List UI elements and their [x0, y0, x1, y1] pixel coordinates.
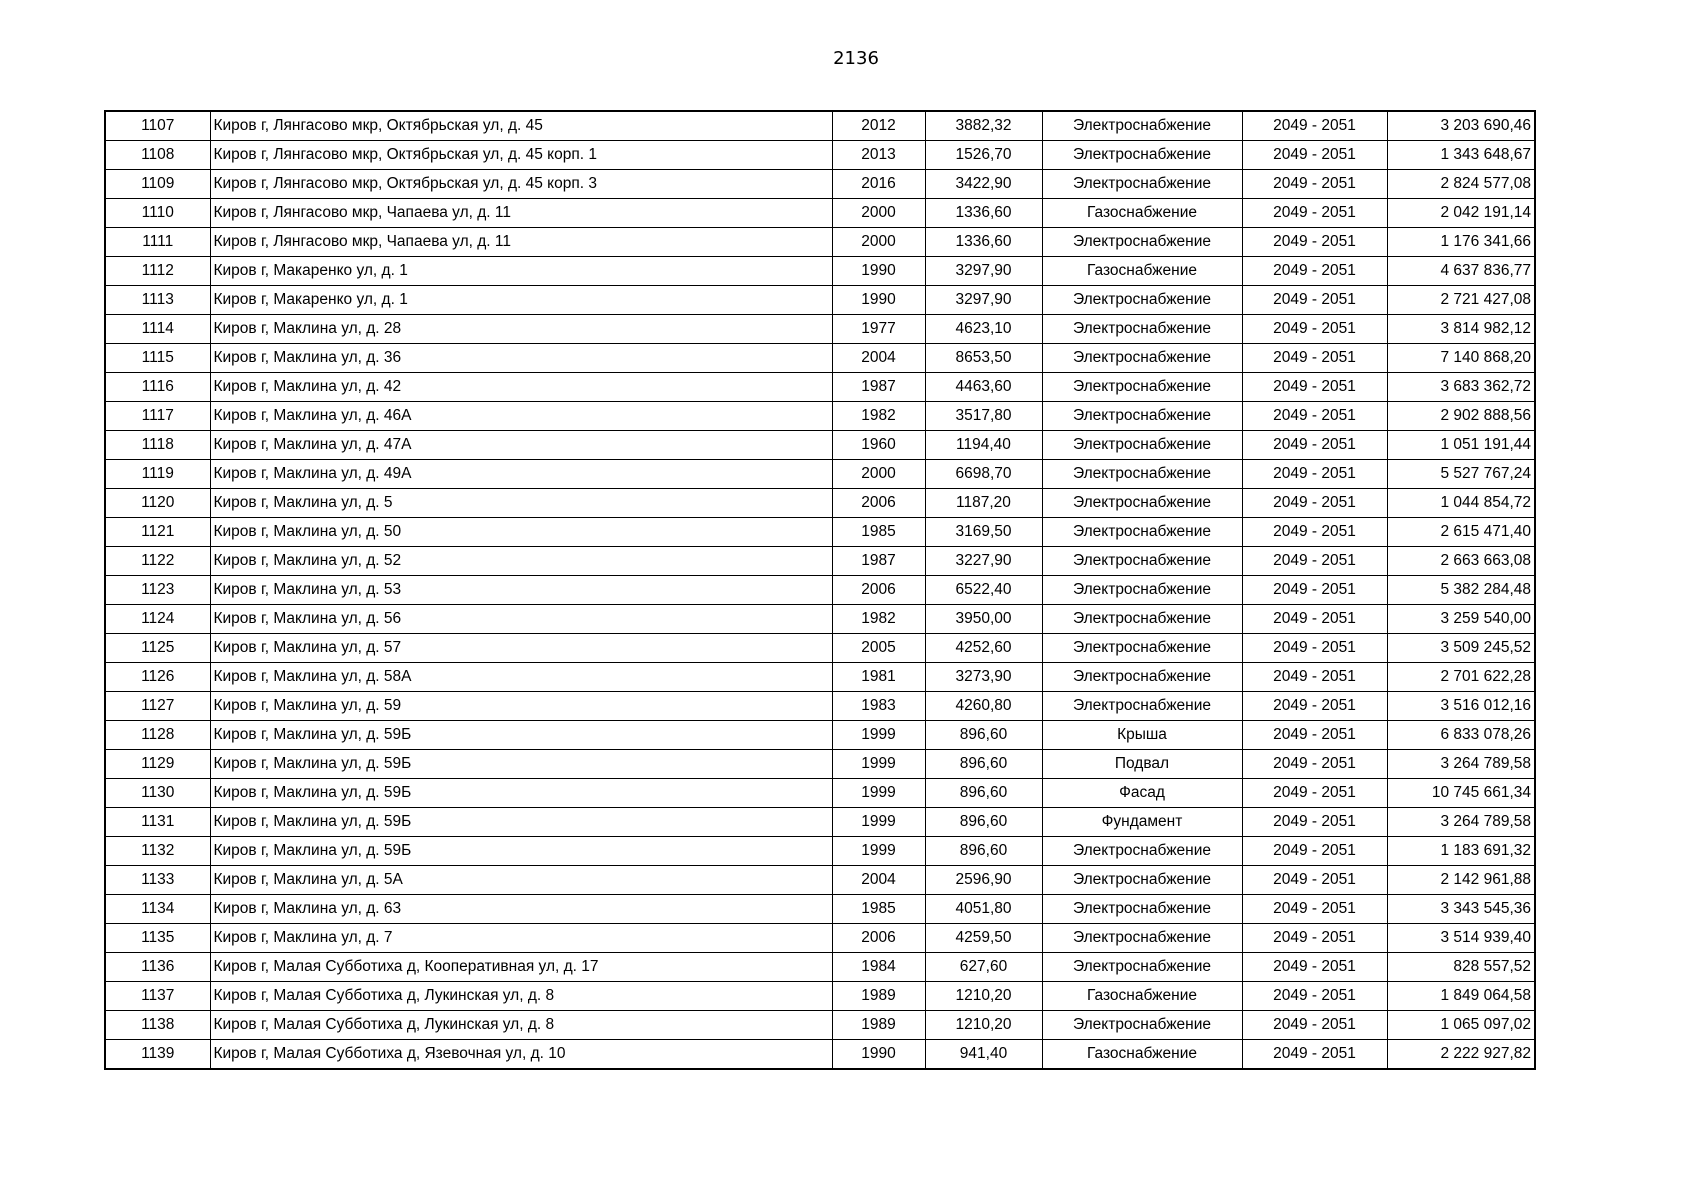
- table-row: [105, 721, 1535, 750]
- period-cell: 2049 - 2051: [1242, 344, 1387, 373]
- row-number-cell: 1131: [105, 808, 210, 837]
- cost-cell: 1 176 341,66: [1387, 228, 1535, 257]
- area-cell: 1526,70: [925, 141, 1042, 170]
- area-cell: 896,60: [925, 721, 1042, 750]
- area-cell: 627,60: [925, 953, 1042, 982]
- year-built-cell: 1987: [832, 373, 925, 402]
- table-row: [105, 547, 1535, 576]
- table-row: [105, 315, 1535, 344]
- year-built-cell: 1985: [832, 895, 925, 924]
- row-number-cell: 1137: [105, 982, 210, 1011]
- cost-cell: 3 264 789,58: [1387, 750, 1535, 779]
- row-number-cell: 1133: [105, 866, 210, 895]
- year-built-cell: 2012: [832, 111, 925, 141]
- period-cell: 2049 - 2051: [1242, 111, 1387, 141]
- area-cell: 4463,60: [925, 373, 1042, 402]
- address-cell: Киров г, Маклина ул, д. 63: [210, 895, 832, 924]
- row-number-cell: 1117: [105, 402, 210, 431]
- address-cell: Киров г, Маклина ул, д. 42: [210, 373, 832, 402]
- cost-cell: 2 663 663,08: [1387, 547, 1535, 576]
- work-type-cell: Подвал: [1042, 750, 1242, 779]
- table-row: [105, 895, 1535, 924]
- address-cell: Киров г, Маклина ул, д. 59Б: [210, 779, 832, 808]
- row-number-cell: 1113: [105, 286, 210, 315]
- area-cell: 3297,90: [925, 257, 1042, 286]
- address-cell: Киров г, Лянгасово мкр, Октябрьская ул, д. 45: [210, 111, 832, 141]
- cost-cell: 3 259 540,00: [1387, 605, 1535, 634]
- year-built-cell: 2004: [832, 866, 925, 895]
- year-built-cell: 1999: [832, 837, 925, 866]
- area-cell: 3169,50: [925, 518, 1042, 547]
- period-cell: 2049 - 2051: [1242, 634, 1387, 663]
- table-row: [105, 837, 1535, 866]
- cost-cell: 3 509 245,52: [1387, 634, 1535, 663]
- area-cell: 1210,20: [925, 1011, 1042, 1040]
- address-cell: Киров г, Маклина ул, д. 50: [210, 518, 832, 547]
- year-built-cell: 1983: [832, 692, 925, 721]
- year-built-cell: 1989: [832, 1011, 925, 1040]
- address-cell: Киров г, Маклина ул, д. 56: [210, 605, 832, 634]
- address-cell: Киров г, Маклина ул, д. 52: [210, 547, 832, 576]
- address-cell: Киров г, Малая Субботиха д, Лукинская ул, д. 8: [210, 1011, 832, 1040]
- work-type-cell: Фасад: [1042, 779, 1242, 808]
- year-built-cell: 1990: [832, 1040, 925, 1070]
- area-cell: 1210,20: [925, 982, 1042, 1011]
- period-cell: 2049 - 2051: [1242, 953, 1387, 982]
- work-type-cell: Электроснабжение: [1042, 315, 1242, 344]
- row-number-cell: 1127: [105, 692, 210, 721]
- cost-cell: 2 721 427,08: [1387, 286, 1535, 315]
- address-cell: Киров г, Лянгасово мкр, Октябрьская ул, д. 45 корп. 3: [210, 170, 832, 199]
- period-cell: 2049 - 2051: [1242, 141, 1387, 170]
- cost-cell: 3 343 545,36: [1387, 895, 1535, 924]
- cost-cell: 3 814 982,12: [1387, 315, 1535, 344]
- year-built-cell: 1999: [832, 779, 925, 808]
- year-built-cell: 2006: [832, 924, 925, 953]
- table-row: [105, 402, 1535, 431]
- cost-cell: 3 514 939,40: [1387, 924, 1535, 953]
- area-cell: 1187,20: [925, 489, 1042, 518]
- cost-cell: 10 745 661,34: [1387, 779, 1535, 808]
- period-cell: 2049 - 2051: [1242, 1011, 1387, 1040]
- area-cell: 3273,90: [925, 663, 1042, 692]
- table-row: [105, 750, 1535, 779]
- period-cell: 2049 - 2051: [1242, 373, 1387, 402]
- period-cell: 2049 - 2051: [1242, 431, 1387, 460]
- work-type-cell: Электроснабжение: [1042, 953, 1242, 982]
- year-built-cell: 1960: [832, 431, 925, 460]
- address-cell: Киров г, Маклина ул, д. 28: [210, 315, 832, 344]
- work-type-cell: Электроснабжение: [1042, 286, 1242, 315]
- table-row: [105, 344, 1535, 373]
- year-built-cell: 1999: [832, 721, 925, 750]
- area-cell: 896,60: [925, 808, 1042, 837]
- table-row: [105, 141, 1535, 170]
- year-built-cell: 2000: [832, 199, 925, 228]
- address-cell: Киров г, Маклина ул, д. 7: [210, 924, 832, 953]
- year-built-cell: 2016: [832, 170, 925, 199]
- work-type-cell: Электроснабжение: [1042, 344, 1242, 373]
- area-cell: 941,40: [925, 1040, 1042, 1070]
- area-cell: 3882,32: [925, 111, 1042, 141]
- row-number-cell: 1112: [105, 257, 210, 286]
- row-number-cell: 1121: [105, 518, 210, 547]
- table-row: [105, 286, 1535, 315]
- period-cell: 2049 - 2051: [1242, 692, 1387, 721]
- cost-cell: 1 343 648,67: [1387, 141, 1535, 170]
- table-row: [105, 228, 1535, 257]
- address-cell: Киров г, Макаренко ул, д. 1: [210, 257, 832, 286]
- work-type-cell: Электроснабжение: [1042, 170, 1242, 199]
- address-cell: Киров г, Маклина ул, д. 47А: [210, 431, 832, 460]
- work-type-cell: Крыша: [1042, 721, 1242, 750]
- address-cell: Киров г, Маклина ул, д. 36: [210, 344, 832, 373]
- cost-cell: 2 615 471,40: [1387, 518, 1535, 547]
- period-cell: 2049 - 2051: [1242, 750, 1387, 779]
- row-number-cell: 1135: [105, 924, 210, 953]
- table-row: [105, 982, 1535, 1011]
- row-number-cell: 1138: [105, 1011, 210, 1040]
- area-cell: 2596,90: [925, 866, 1042, 895]
- work-type-cell: Газоснабжение: [1042, 257, 1242, 286]
- work-type-cell: Электроснабжение: [1042, 431, 1242, 460]
- row-number-cell: 1128: [105, 721, 210, 750]
- work-type-cell: Электроснабжение: [1042, 489, 1242, 518]
- area-cell: 1336,60: [925, 199, 1042, 228]
- row-number-cell: 1114: [105, 315, 210, 344]
- row-number-cell: 1110: [105, 199, 210, 228]
- area-cell: 3227,90: [925, 547, 1042, 576]
- period-cell: 2049 - 2051: [1242, 228, 1387, 257]
- address-cell: Киров г, Маклина ул, д. 59: [210, 692, 832, 721]
- row-number-cell: 1118: [105, 431, 210, 460]
- work-type-cell: Газоснабжение: [1042, 199, 1242, 228]
- table-row: [105, 257, 1535, 286]
- period-cell: 2049 - 2051: [1242, 721, 1387, 750]
- work-type-cell: Электроснабжение: [1042, 663, 1242, 692]
- work-type-cell: Электроснабжение: [1042, 895, 1242, 924]
- period-cell: 2049 - 2051: [1242, 663, 1387, 692]
- period-cell: 2049 - 2051: [1242, 605, 1387, 634]
- table-row: [105, 1040, 1535, 1070]
- table-row: [105, 808, 1535, 837]
- table-row: [105, 199, 1535, 228]
- period-cell: 2049 - 2051: [1242, 924, 1387, 953]
- table-row: [105, 866, 1535, 895]
- address-cell: Киров г, Маклина ул, д. 59Б: [210, 721, 832, 750]
- period-cell: 2049 - 2051: [1242, 982, 1387, 1011]
- row-number-cell: 1109: [105, 170, 210, 199]
- row-number-cell: 1125: [105, 634, 210, 663]
- work-type-cell: Фундамент: [1042, 808, 1242, 837]
- work-type-cell: Электроснабжение: [1042, 228, 1242, 257]
- period-cell: 2049 - 2051: [1242, 518, 1387, 547]
- table-row: [105, 489, 1535, 518]
- table-row: [105, 692, 1535, 721]
- work-type-cell: Электроснабжение: [1042, 692, 1242, 721]
- table-row: [105, 634, 1535, 663]
- work-type-cell: Электроснабжение: [1042, 402, 1242, 431]
- address-cell: Киров г, Маклина ул, д. 59Б: [210, 808, 832, 837]
- work-type-cell: Электроснабжение: [1042, 141, 1242, 170]
- table-row: [105, 460, 1535, 489]
- area-cell: 3517,80: [925, 402, 1042, 431]
- area-cell: 3950,00: [925, 605, 1042, 634]
- cost-cell: 2 902 888,56: [1387, 402, 1535, 431]
- address-cell: Киров г, Маклина ул, д. 57: [210, 634, 832, 663]
- table-row: [105, 663, 1535, 692]
- address-cell: Киров г, Маклина ул, д. 59Б: [210, 837, 832, 866]
- address-cell: Киров г, Малая Субботиха д, Кооперативная ул, д. 17: [210, 953, 832, 982]
- work-type-cell: Электроснабжение: [1042, 111, 1242, 141]
- year-built-cell: 1989: [832, 982, 925, 1011]
- year-built-cell: 2000: [832, 460, 925, 489]
- area-cell: 896,60: [925, 779, 1042, 808]
- area-cell: 896,60: [925, 750, 1042, 779]
- work-type-cell: Электроснабжение: [1042, 634, 1242, 663]
- row-number-cell: 1107: [105, 111, 210, 141]
- year-built-cell: 1977: [832, 315, 925, 344]
- address-cell: Киров г, Маклина ул, д. 46А: [210, 402, 832, 431]
- table-row: [105, 518, 1535, 547]
- area-cell: 4259,50: [925, 924, 1042, 953]
- year-built-cell: 1981: [832, 663, 925, 692]
- table-row: [105, 1011, 1535, 1040]
- address-cell: Киров г, Маклина ул, д. 59Б: [210, 750, 832, 779]
- period-cell: 2049 - 2051: [1242, 895, 1387, 924]
- area-cell: 4252,60: [925, 634, 1042, 663]
- area-cell: 8653,50: [925, 344, 1042, 373]
- period-cell: 2049 - 2051: [1242, 257, 1387, 286]
- table-body: [105, 111, 1535, 1069]
- row-number-cell: 1115: [105, 344, 210, 373]
- cost-cell: 2 222 927,82: [1387, 1040, 1535, 1070]
- work-type-cell: Электроснабжение: [1042, 373, 1242, 402]
- area-cell: 1336,60: [925, 228, 1042, 257]
- work-type-cell: Электроснабжение: [1042, 866, 1242, 895]
- cost-cell: 4 637 836,77: [1387, 257, 1535, 286]
- cost-cell: 2 142 961,88: [1387, 866, 1535, 895]
- area-cell: 4623,10: [925, 315, 1042, 344]
- cost-cell: 828 557,52: [1387, 953, 1535, 982]
- year-built-cell: 1987: [832, 547, 925, 576]
- address-cell: Киров г, Макаренко ул, д. 1: [210, 286, 832, 315]
- table-row: [105, 605, 1535, 634]
- period-cell: 2049 - 2051: [1242, 808, 1387, 837]
- work-type-cell: Электроснабжение: [1042, 605, 1242, 634]
- area-cell: 1194,40: [925, 431, 1042, 460]
- area-cell: 6522,40: [925, 576, 1042, 605]
- table-row: [105, 924, 1535, 953]
- row-number-cell: 1136: [105, 953, 210, 982]
- work-type-cell: Электроснабжение: [1042, 1011, 1242, 1040]
- area-cell: 896,60: [925, 837, 1042, 866]
- cost-cell: 5 527 767,24: [1387, 460, 1535, 489]
- cost-cell: 3 683 362,72: [1387, 373, 1535, 402]
- area-cell: 4051,80: [925, 895, 1042, 924]
- address-cell: Киров г, Лянгасово мкр, Чапаева ул, д. 11: [210, 228, 832, 257]
- table-row: [105, 953, 1535, 982]
- year-built-cell: 1990: [832, 286, 925, 315]
- row-number-cell: 1111: [105, 228, 210, 257]
- row-number-cell: 1119: [105, 460, 210, 489]
- year-built-cell: 2004: [832, 344, 925, 373]
- address-cell: Киров г, Маклина ул, д. 58А: [210, 663, 832, 692]
- year-built-cell: 1999: [832, 750, 925, 779]
- building-repair-table: [104, 110, 1536, 1070]
- year-built-cell: 2006: [832, 489, 925, 518]
- table-row: [105, 170, 1535, 199]
- row-number-cell: 1130: [105, 779, 210, 808]
- cost-cell: 2 824 577,08: [1387, 170, 1535, 199]
- address-cell: Киров г, Малая Субботиха д, Язевочная ул, д. 10: [210, 1040, 832, 1070]
- period-cell: 2049 - 2051: [1242, 837, 1387, 866]
- period-cell: 2049 - 2051: [1242, 866, 1387, 895]
- cost-cell: 1 051 191,44: [1387, 431, 1535, 460]
- cost-cell: 5 382 284,48: [1387, 576, 1535, 605]
- row-number-cell: 1108: [105, 141, 210, 170]
- area-cell: 3297,90: [925, 286, 1042, 315]
- cost-cell: 2 701 622,28: [1387, 663, 1535, 692]
- cost-cell: 3 516 012,16: [1387, 692, 1535, 721]
- area-cell: 6698,70: [925, 460, 1042, 489]
- table-row: [105, 111, 1535, 141]
- address-cell: Киров г, Лянгасово мкр, Октябрьская ул, д. 45 корп. 1: [210, 141, 832, 170]
- address-cell: Киров г, Маклина ул, д. 49А: [210, 460, 832, 489]
- period-cell: 2049 - 2051: [1242, 286, 1387, 315]
- cost-cell: 1 183 691,32: [1387, 837, 1535, 866]
- table-row: [105, 431, 1535, 460]
- year-built-cell: 2006: [832, 576, 925, 605]
- work-type-cell: Газоснабжение: [1042, 1040, 1242, 1070]
- address-cell: Киров г, Маклина ул, д. 53: [210, 576, 832, 605]
- work-type-cell: Электроснабжение: [1042, 837, 1242, 866]
- cost-cell: 1 044 854,72: [1387, 489, 1535, 518]
- period-cell: 2049 - 2051: [1242, 402, 1387, 431]
- work-type-cell: Электроснабжение: [1042, 924, 1242, 953]
- cost-cell: 1 849 064,58: [1387, 982, 1535, 1011]
- period-cell: 2049 - 2051: [1242, 547, 1387, 576]
- row-number-cell: 1123: [105, 576, 210, 605]
- address-cell: Киров г, Лянгасово мкр, Чапаева ул, д. 11: [210, 199, 832, 228]
- row-number-cell: 1120: [105, 489, 210, 518]
- row-number-cell: 1139: [105, 1040, 210, 1070]
- year-built-cell: 1982: [832, 402, 925, 431]
- row-number-cell: 1116: [105, 373, 210, 402]
- year-built-cell: 1982: [832, 605, 925, 634]
- row-number-cell: 1129: [105, 750, 210, 779]
- cost-cell: 2 042 191,14: [1387, 199, 1535, 228]
- address-cell: Киров г, Маклина ул, д. 5А: [210, 866, 832, 895]
- table-row: [105, 779, 1535, 808]
- year-built-cell: 2013: [832, 141, 925, 170]
- work-type-cell: Электроснабжение: [1042, 518, 1242, 547]
- year-built-cell: 2005: [832, 634, 925, 663]
- period-cell: 2049 - 2051: [1242, 576, 1387, 605]
- period-cell: 2049 - 2051: [1242, 460, 1387, 489]
- area-cell: 4260,80: [925, 692, 1042, 721]
- row-number-cell: 1132: [105, 837, 210, 866]
- cost-cell: 3 203 690,46: [1387, 111, 1535, 141]
- cost-cell: 7 140 868,20: [1387, 344, 1535, 373]
- period-cell: 2049 - 2051: [1242, 1040, 1387, 1070]
- period-cell: 2049 - 2051: [1242, 779, 1387, 808]
- year-built-cell: 1984: [832, 953, 925, 982]
- period-cell: 2049 - 2051: [1242, 315, 1387, 344]
- table-row: [105, 576, 1535, 605]
- row-number-cell: 1124: [105, 605, 210, 634]
- work-type-cell: Электроснабжение: [1042, 576, 1242, 605]
- cost-cell: 3 264 789,58: [1387, 808, 1535, 837]
- cost-cell: 1 065 097,02: [1387, 1011, 1535, 1040]
- row-number-cell: 1134: [105, 895, 210, 924]
- cost-cell: 6 833 078,26: [1387, 721, 1535, 750]
- page-number: 2136: [833, 48, 879, 69]
- table-row: [105, 373, 1535, 402]
- work-type-cell: Электроснабжение: [1042, 460, 1242, 489]
- year-built-cell: 2000: [832, 228, 925, 257]
- period-cell: 2049 - 2051: [1242, 199, 1387, 228]
- work-type-cell: Электроснабжение: [1042, 547, 1242, 576]
- work-type-cell: Газоснабжение: [1042, 982, 1242, 1011]
- address-cell: Киров г, Маклина ул, д. 5: [210, 489, 832, 518]
- row-number-cell: 1126: [105, 663, 210, 692]
- row-number-cell: 1122: [105, 547, 210, 576]
- period-cell: 2049 - 2051: [1242, 489, 1387, 518]
- period-cell: 2049 - 2051: [1242, 170, 1387, 199]
- address-cell: Киров г, Малая Субботиха д, Лукинская ул, д. 8: [210, 982, 832, 1011]
- year-built-cell: 1999: [832, 808, 925, 837]
- year-built-cell: 1985: [832, 518, 925, 547]
- year-built-cell: 1990: [832, 257, 925, 286]
- area-cell: 3422,90: [925, 170, 1042, 199]
